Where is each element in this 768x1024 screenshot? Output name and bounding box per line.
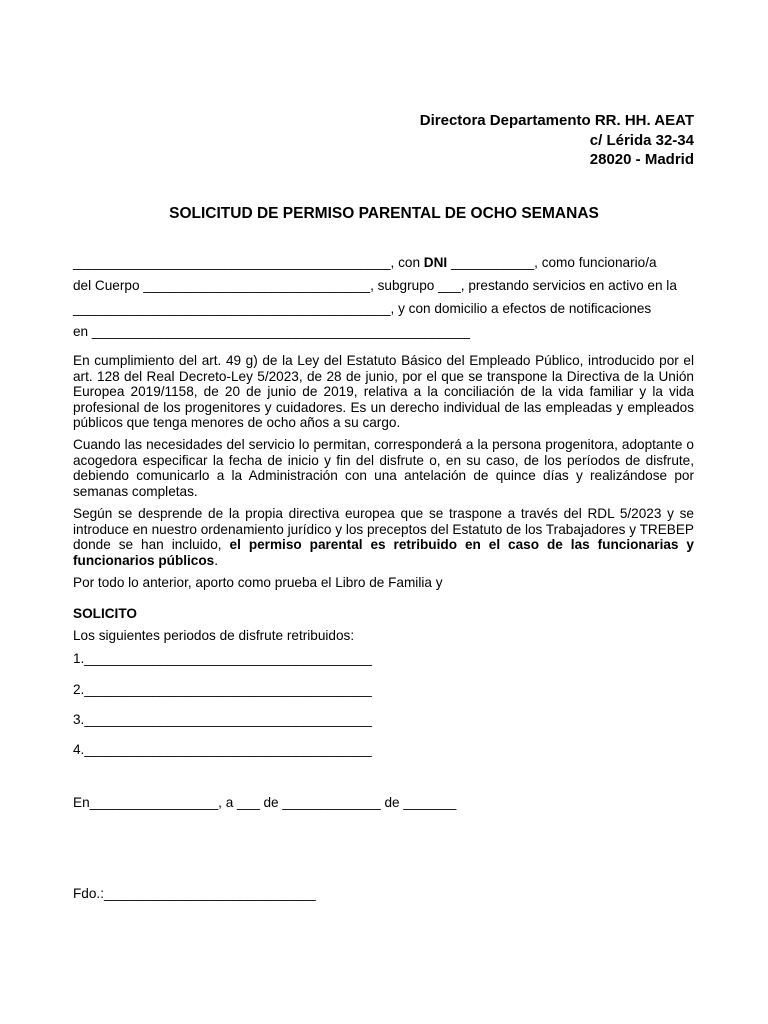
period-line-3[interactable]: 3.______________________________________	[73, 712, 372, 727]
period-line-2[interactable]: 2.______________________________________	[73, 682, 372, 697]
date-line[interactable]: En_________________, a ___ de _____________ de _______	[73, 795, 457, 810]
paragraph-evidence: Por todo lo anterior, aporto como prueba el Libro de Familia y	[73, 575, 443, 590]
period-line-1[interactable]: 1.______________________________________	[73, 651, 372, 666]
form-line-4: en __________________________________________________	[73, 324, 470, 339]
signature-line[interactable]: Fdo.:____________________________	[73, 886, 316, 901]
solicito-intro: Los siguientes periodos de disfrute retribuidos:	[73, 628, 355, 643]
recipient-line-3: 28020 - Madrid	[589, 151, 694, 168]
period-line-4[interactable]: 4.______________________________________	[73, 742, 372, 757]
document-title: SOLICITUD DE PERMISO PARENTAL DE OCHO SEMANAS	[169, 205, 599, 222]
recipient-line-1: Directora Departamento RR. HH. AEAT	[419, 112, 694, 129]
solicito-heading: SOLICITO	[73, 606, 137, 621]
recipient-address	[420, 111, 694, 170]
directive-end: .	[214, 552, 219, 568]
dni-label: DNI	[423, 255, 448, 270]
directive-text: Según se desprende de la propia directiva europea que se traspone a través del RDL 5/2023 y se introduce en nuestro ordenamiento jurídico y los preceptos del Estatuto de los Trabajadores y TREBEP donde se han incluido,	[73, 506, 694, 553]
form-line-2: del Cuerpo ______________________________, subgrupo ___, prestando servicios en activo en la	[73, 278, 677, 293]
directive-bold-text: el permiso parental es retribuido en el caso de las funcionarias y funcionarios públicos	[73, 537, 694, 568]
recipient-line-2: c/ Lérida 32-34	[589, 131, 694, 149]
form-line-1-end: ___________, como funcionario/a	[450, 255, 657, 270]
paragraph-legal-basis: En cumplimiento del art. 49 g) de la Ley del Estatuto Básico del Empleado Público, introducido por el art. 128 del Real Decreto-Ley 5/2023, de 28 de junio, por el que se transpone la Directiva de la Unión Europea 2019/1158, de 20 de junio de 2019, relativa a la conciliación de la vida familiar y la vida profesional de los progenitores y cuidadores. Es un derecho individual de las empleadas y empleados públicos que tenga menores de ocho años a su cargo.	[73, 353, 694, 431]
form-line-3: __________________________________________, y con domicilio a efectos de notificaciones	[73, 301, 652, 316]
form-line-1	[73, 255, 694, 270]
form-line-1-start: __________________________________________, con	[73, 255, 424, 270]
paragraph-conditions: Cuando las necesidades del servicio lo permitan, corresponderá a la persona progenitora, adoptante o acogedora especificar la fecha de inicio y fin del disfrute o, en su caso, de los períodos de disfrute, debiendo comunicarlo a la Administración con una antelación de quince días y realizándose por semanas completas.	[73, 437, 694, 499]
paragraph-directive	[73, 506, 694, 568]
